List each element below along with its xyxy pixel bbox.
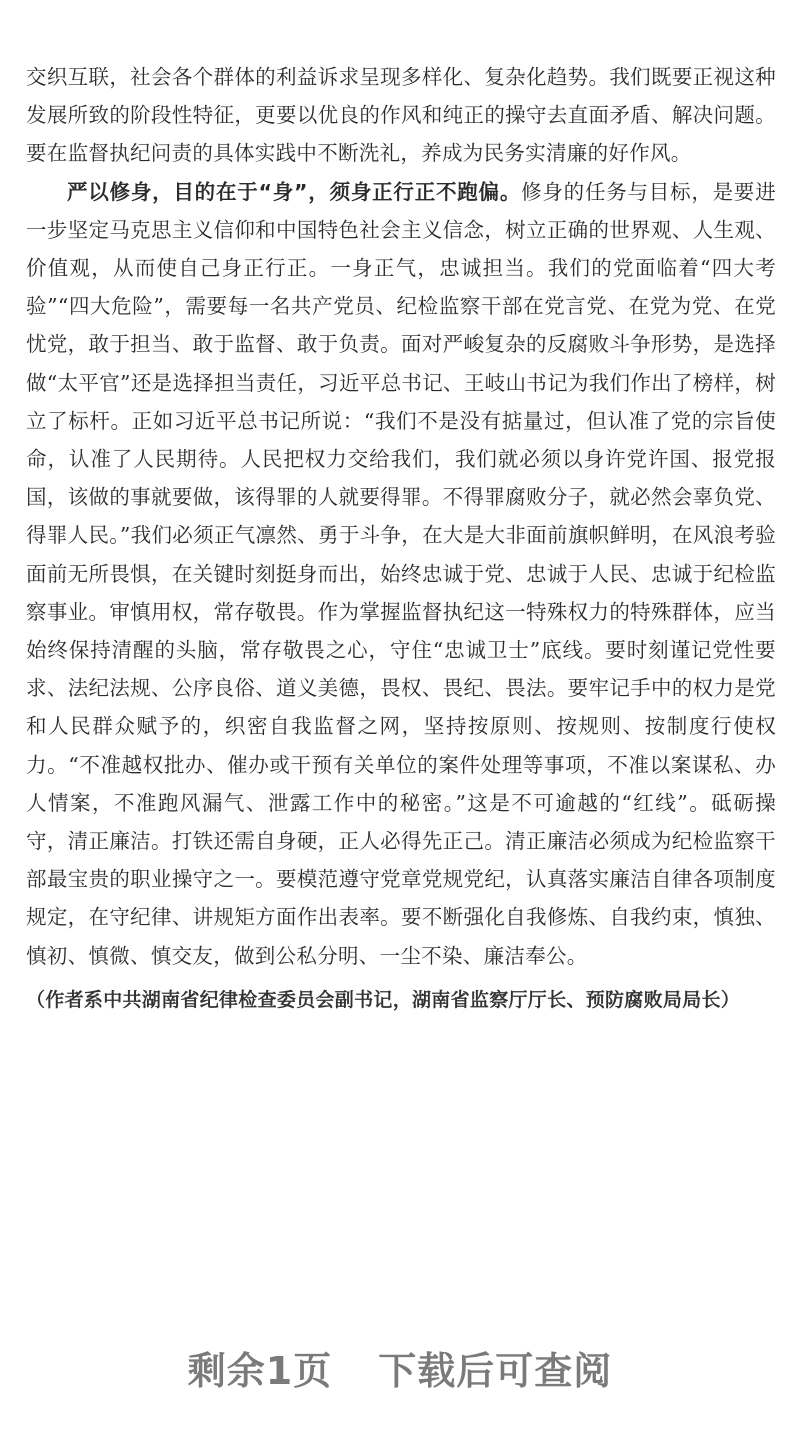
paragraph-body: 修身的任务与目标，是要进一步坚定马克思主义信仰和中国特色社会主义信念，树立正确的世界观、人生观、价值观，从而使自己身正行正。一身正气，忠诚担当。我们的党面临着“四大考验”“四大危险”，需要每一名共产党员、纪检监察干部在党言党、在党为党、在党忧党，敢于担当、敢于监督、敢于负责。面对严峻复杂的反腐败斗争形势，是选择做“太平官”还是选择担当责任，习近平总书记、王岐山书记为我们作出了榜样，树立了标杆。正如习近平总书记所说：“我们不是没有掂量过，但认准了党的宗旨使命，认准了人民期待。人民把权力交给我们，我们就必须以身许党许国、报党报国，该做的事就要做，该得罪的人就要得罪。不得罪腐败分子，就必然会辜负党、得罪人民。”我们必须正气凛然、勇于斗争，在大是大非面前旗帜鲜明，在风浪考验面前无所畏惧，在关键时刻挺身而出，始终忠诚于党、忠诚于人民、忠诚于纪检监察事业。审慎用权，常存敬畏。作为掌握监督执纪这一特殊权力的特殊群体，应当始终保持清醒的头脑，常存敬畏之心，守住“忠诚卫士”底线。要时刻谨记党性要求、法纪法规、公序良俗、道义美德，畏权、畏纪、畏法。要牢记手中的权力是党和人民群众赋予的，织密自我监督之网，坚持按原则、按规则、按制度行使权力。“不准越权批办、催办或干预有关单位的案件处理等事项，不准以案谋私、办人情案，不准跑风漏气、泄露工作中的秘密。”这是不可逾越的“红线”。砥砺操守，清正廉洁。打铁还需自身硬，正人必得先正己。清正廉洁必须成为纪检监察干部最宝贵的职业操守之一。要模范遵守党章党规党纪，认真落实廉洁自律各项制度规定，在守纪律、讲规矩方面作出表率。要不断强化自我修炼、自我约束，慎独、慎初、慎微、慎交友，做到公私分明、一尘不染、廉洁奉公。 (26, 179, 776, 968)
paragraph-lead: 严以修身，目的在于“身”，须身正行正不跑偏。 (67, 179, 522, 204)
paragraph-self-cultivation (26, 173, 776, 975)
download-label: 下载后可查阅 (378, 1349, 613, 1393)
download-prompt[interactable] (0, 1340, 800, 1395)
document-page (26, 58, 776, 1018)
author-byline: （作者系中共湖南省纪律检查委员会副书记，湖南省监察厅厅长、预防腐败局局长） (26, 988, 741, 1011)
remaining-pages-label: 剩余1页 (187, 1349, 333, 1393)
paragraph-intro: 交织互联，社会各个群体的利益诉求呈现多样化、复杂化趋势。我们既要正视这种发展所致的阶段性特征，更要以优良的作风和纯正的操守去直面矛盾、解决问题。要在监督执纪问责的具体实践中不断洗礼，养成为民务实清廉的好作风。 (26, 65, 776, 166)
